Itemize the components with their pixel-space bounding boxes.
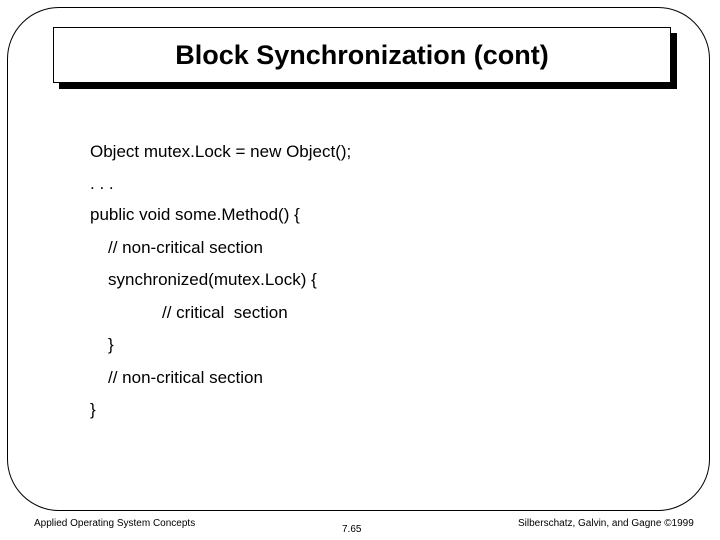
code-line-9: } <box>90 400 96 419</box>
code-line-7: } <box>108 335 114 354</box>
code-line-8: // non-critical section <box>108 368 263 387</box>
code-line-3: public void some.Method() { <box>90 205 300 224</box>
code-line-1: Object mutex.Lock = new Object(); <box>90 142 352 161</box>
footer-copyright: Silberschatz, Galvin, and Gagne ©1999 <box>518 518 694 529</box>
code-line-5: synchronized(mutex.Lock) { <box>108 270 317 289</box>
code-line-4: // non-critical section <box>108 238 263 257</box>
code-line-2: . . . <box>90 174 114 193</box>
slide-title: Block Synchronization (cont) <box>175 39 549 70</box>
title-box <box>53 27 671 83</box>
footer-page-number: 7.65 <box>342 524 362 535</box>
code-line-6: // critical section <box>162 303 288 322</box>
footer-course-title: Applied Operating System Concepts <box>34 518 196 529</box>
